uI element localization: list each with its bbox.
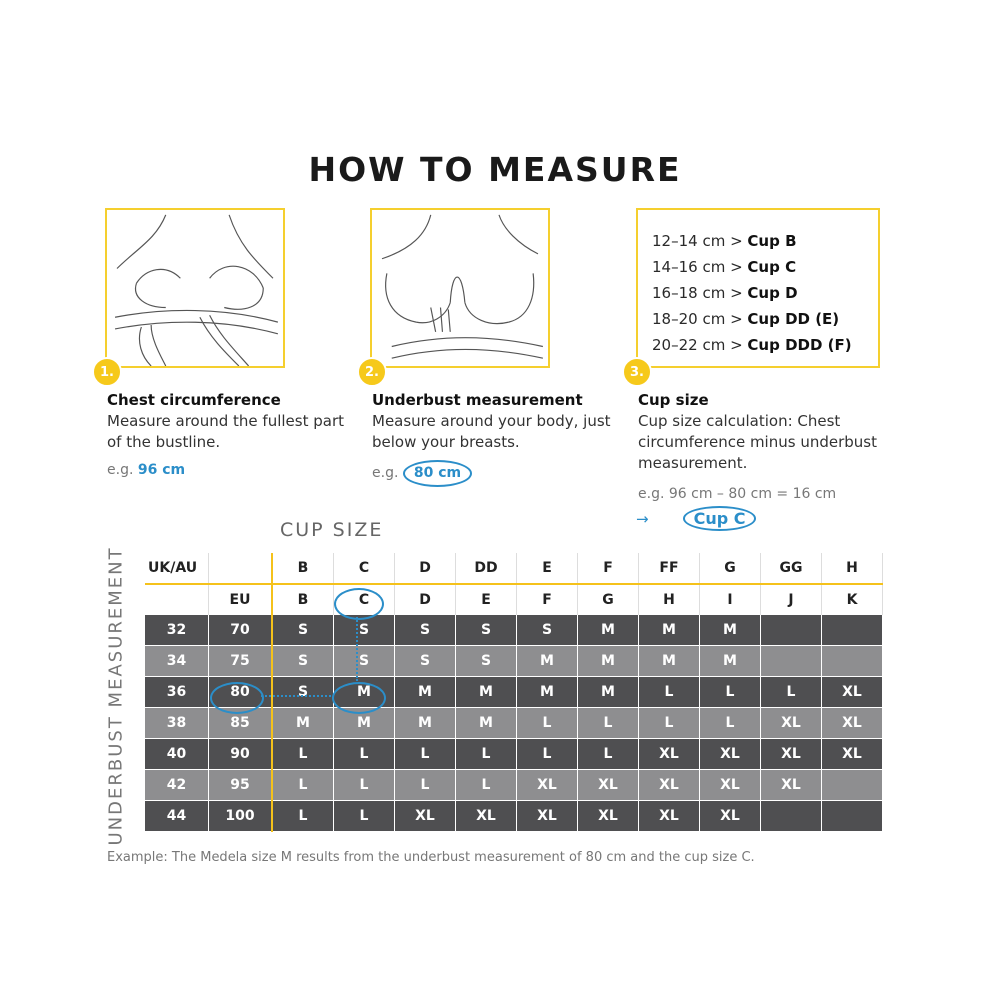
- underbust-measure-sketch: [372, 210, 548, 366]
- cup-result: [636, 506, 756, 531]
- table-cell: 95: [209, 770, 273, 801]
- table-cell: M: [639, 615, 700, 646]
- table-cell: 42: [145, 770, 209, 801]
- step-3-description: [638, 390, 903, 505]
- table-cell: XL: [700, 801, 761, 832]
- table-cell: XL: [578, 801, 639, 832]
- step-3-example: e.g. 96 cm – 80 cm = 16 cm: [638, 486, 837, 502]
- table-row: [145, 615, 883, 646]
- table-cell: 85: [209, 708, 273, 739]
- cup-range-item: 16–18 cm > Cup D: [652, 284, 798, 302]
- table-cell: L: [517, 739, 578, 770]
- table-cell: M: [700, 646, 761, 677]
- table-cell: L: [761, 677, 822, 708]
- table-cell: E: [456, 584, 517, 615]
- step-2-heading: Underbust measurement: [372, 391, 583, 409]
- table-cell: S: [395, 646, 456, 677]
- table-cell: L: [395, 770, 456, 801]
- table-cell: L: [700, 708, 761, 739]
- cup-range-item: 20–22 cm > Cup DDD (F): [652, 336, 852, 354]
- table-cell: S: [272, 677, 334, 708]
- cup-size-title: CUP SIZE: [280, 519, 384, 541]
- table-cell: FF: [639, 553, 700, 584]
- step-2-text: Measure around your body, just below your breasts.: [372, 412, 611, 451]
- table-cell: L: [395, 739, 456, 770]
- table-cell: L: [517, 708, 578, 739]
- step-2-badge: 2.: [357, 357, 387, 387]
- chest-measure-sketch: [107, 210, 283, 366]
- table-cell: L: [334, 801, 395, 832]
- page-title: HOW TO MEASURE: [308, 150, 682, 189]
- cup-result-value: Cup C: [683, 506, 757, 531]
- cup-range-item: 18–20 cm > Cup DD (E): [652, 310, 840, 328]
- step-1-badge: 1.: [92, 357, 122, 387]
- table-cell: S: [272, 615, 334, 646]
- step-3-heading: Cup size: [638, 391, 709, 409]
- header-row-eu: [145, 584, 883, 615]
- table-row: [145, 708, 883, 739]
- table-cell: [822, 615, 883, 646]
- chest-illustration-box: [105, 208, 285, 368]
- highlight-cup-c: [334, 588, 384, 620]
- table-cell: 70: [209, 615, 273, 646]
- table-cell: 75: [209, 646, 273, 677]
- table-cell: EU: [209, 584, 273, 615]
- table-cell: L: [456, 770, 517, 801]
- table-cell: XL: [822, 739, 883, 770]
- step-1-example: e.g. 96 cm: [107, 462, 186, 478]
- table-cell: G: [700, 553, 761, 584]
- table-cell: XL: [700, 770, 761, 801]
- table-cell: XL: [761, 739, 822, 770]
- table-cell: [761, 615, 822, 646]
- table-cell: 44: [145, 801, 209, 832]
- table-cell: 36: [145, 677, 209, 708]
- table-cell: D: [395, 584, 456, 615]
- table-cell: [145, 584, 209, 615]
- table-cell: M: [700, 615, 761, 646]
- table-cell: XL: [822, 677, 883, 708]
- table-cell: M: [517, 677, 578, 708]
- table-cell: XL: [517, 770, 578, 801]
- table-cell: 100: [209, 801, 273, 832]
- table-cell: I: [700, 584, 761, 615]
- table-cell: E: [517, 553, 578, 584]
- table-cell: GG: [761, 553, 822, 584]
- table-row: [145, 801, 883, 832]
- table-cell: C: [334, 584, 395, 615]
- table-cell: XL: [822, 708, 883, 739]
- highlight-vertical-path: [356, 617, 358, 681]
- underbust-side-label: UNDERBUST MEASUREMENT: [105, 546, 127, 846]
- table-cell: H: [822, 553, 883, 584]
- table-cell: DD: [456, 553, 517, 584]
- highlight-eu-80: [210, 682, 264, 714]
- table-cell: S: [456, 646, 517, 677]
- table-cell: L: [334, 739, 395, 770]
- table-cell: M: [272, 708, 334, 739]
- header-row-uk: [145, 553, 883, 584]
- step-2-example: e.g. 80 cm: [372, 460, 612, 487]
- table-cell: XL: [761, 770, 822, 801]
- step-2-description: [372, 390, 612, 487]
- table-cell: L: [578, 708, 639, 739]
- table-cell: XL: [639, 739, 700, 770]
- table-cell: 80: [209, 677, 273, 708]
- table-cell: K: [822, 584, 883, 615]
- step-1-text: Measure around the fullest part of the bustline.: [107, 412, 344, 451]
- table-cell: L: [334, 770, 395, 801]
- table-cell: F: [578, 553, 639, 584]
- table-cell: L: [639, 708, 700, 739]
- table-cell: XL: [761, 708, 822, 739]
- table-cell: C: [334, 553, 395, 584]
- table-cell: L: [272, 770, 334, 801]
- table-cell: M: [334, 677, 395, 708]
- table-cell: M: [395, 708, 456, 739]
- highlight-size-m: [332, 682, 386, 714]
- step-3-text: Cup size calculation: Chest circumference minus underbust measurement.: [638, 412, 877, 472]
- table-cell: B: [272, 584, 334, 615]
- table-cell: XL: [456, 801, 517, 832]
- table-cell: S: [334, 615, 395, 646]
- step-1-description: [107, 390, 347, 481]
- table-cell: XL: [517, 801, 578, 832]
- table-cell: XL: [700, 739, 761, 770]
- underbust-illustration-box: [370, 208, 550, 368]
- highlight-horizontal-path: [261, 695, 331, 697]
- table-cell: [761, 801, 822, 832]
- table-cell: UK/AU: [145, 553, 209, 584]
- table-cell: L: [456, 739, 517, 770]
- table-cell: S: [272, 646, 334, 677]
- table-cell: M: [578, 646, 639, 677]
- table-cell: M: [517, 646, 578, 677]
- table-cell: F: [517, 584, 578, 615]
- table-cell: 38: [145, 708, 209, 739]
- table-cell: M: [395, 677, 456, 708]
- table-cell: M: [578, 677, 639, 708]
- table-cell: M: [456, 677, 517, 708]
- footnote: Example: The Medela size M results from the underbust measurement of 80 cm and the cup size C.: [107, 850, 755, 865]
- cup-range-item: 12–14 cm > Cup B: [652, 232, 797, 250]
- table-cell: L: [700, 677, 761, 708]
- table-cell: [822, 646, 883, 677]
- table-cell: [209, 553, 273, 584]
- table-cell: 40: [145, 739, 209, 770]
- table-cell: H: [639, 584, 700, 615]
- table-row: [145, 646, 883, 677]
- table-cell: XL: [578, 770, 639, 801]
- cup-range-item: 14–16 cm > Cup C: [652, 258, 797, 276]
- table-cell: [822, 801, 883, 832]
- table-cell: XL: [639, 801, 700, 832]
- table-cell: M: [639, 646, 700, 677]
- table-cell: S: [395, 615, 456, 646]
- step-1-heading: Chest circumference: [107, 391, 281, 409]
- table-cell: M: [456, 708, 517, 739]
- cup-range-list: [652, 228, 852, 358]
- table-cell: M: [334, 708, 395, 739]
- table-cell: L: [578, 739, 639, 770]
- step-3-badge: 3.: [622, 357, 652, 387]
- table-cell: XL: [639, 770, 700, 801]
- table-cell: S: [456, 615, 517, 646]
- table-cell: S: [334, 646, 395, 677]
- table-cell: 32: [145, 615, 209, 646]
- table-cell: S: [517, 615, 578, 646]
- table-cell: G: [578, 584, 639, 615]
- table-cell: XL: [395, 801, 456, 832]
- table-cell: 34: [145, 646, 209, 677]
- table-cell: M: [578, 615, 639, 646]
- table-cell: [761, 646, 822, 677]
- table-row: [145, 739, 883, 770]
- cup-range-box: [636, 208, 880, 368]
- arrow-right-icon: →: [636, 509, 649, 528]
- table-cell: J: [761, 584, 822, 615]
- table-row: [145, 770, 883, 801]
- table-cell: [822, 770, 883, 801]
- table-cell: B: [272, 553, 334, 584]
- table-cell: D: [395, 553, 456, 584]
- table-cell: L: [272, 739, 334, 770]
- table-cell: L: [639, 677, 700, 708]
- table-cell: L: [272, 801, 334, 832]
- table-cell: 90: [209, 739, 273, 770]
